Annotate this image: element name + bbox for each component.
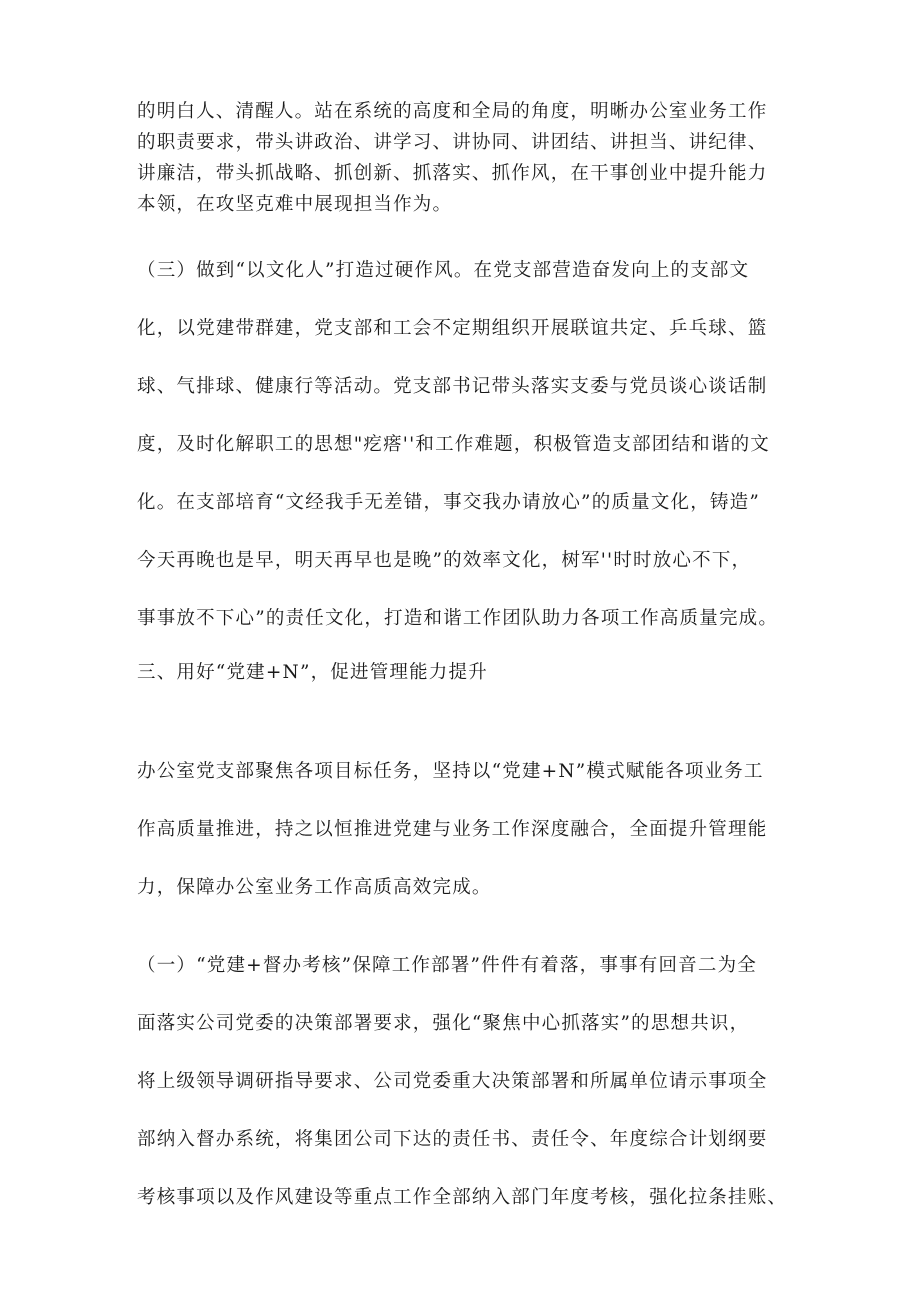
subsection-1-paragraph (137, 937, 807, 1227)
text-line: 力，保障办公室业务工作高质高效完成。 (137, 877, 492, 898)
text-line: 将上级领导调研指导要求、公司党委重大决策部署和所属单位请示事项全 (137, 1071, 768, 1092)
section-heading-3 (137, 653, 807, 693)
text-line: （一）“党建+督办考核”保障工作部署”件件有着落，事事有回音二为全 (137, 955, 757, 976)
text-line: 的明白人、清醒人。站在系统的高度和全局的角度，明晰办公室业务工作 (137, 101, 768, 122)
text-line: 的职责要求，带头讲政治、讲学习、讲协同、讲团结、讲担当、讲纪律、 (137, 132, 768, 153)
section-3-paragraph (137, 242, 807, 648)
text-line: 事事放不下心”的责任文化，打造和谐工作团队助力各项工作高质量完成。 (137, 608, 779, 629)
text-line: 考核事项以及作风建设等重点工作全部纳入部门年度考核，强化拉条挂账、 (137, 1187, 788, 1208)
text-line: 面落实公司党委的决策部署要求，强化“聚焦中心抓落实”的思想共识， (137, 1013, 750, 1034)
text-line: 化，以党建带群建，党支部和工会不定期组织开展联谊共定、乒乓球、篮 (137, 318, 768, 339)
text-line: 化。在支部培育“文经我手无差错，事交我办请放心”的质量文化，铸造” (137, 492, 760, 513)
text-line: 度，及时化解职工的思想"疙瘩''和工作难题，积极管造支部团结和谐的文 (137, 434, 770, 455)
heading-3-paragraph (137, 743, 807, 917)
text-line: 讲廉洁，带头抓战略、抓创新、抓落实、抓作风，在干事创业中提升能力 (137, 163, 768, 184)
heading-text: 三、用好“党建+N”，促进管理能力提升 (137, 662, 488, 683)
intro-paragraph (137, 96, 807, 220)
text-line: 部纳入督办系统，将集团公司下达的责任书、责任令、年度综合计划纲要 (137, 1129, 768, 1150)
text-line: 办公室党支部聚焦各项目标任务，坚持以“党建+N”模式赋能各项业务工 (137, 761, 764, 782)
text-line: 本领，在攻坚克难中展现担当作为。 (137, 194, 453, 215)
text-line: 今天再晚也是早，明天再早也是晚”的效率文化，树军''时时放心不下， (137, 550, 752, 571)
text-line: 作高质量推进，持之以恒推进党建与业务工作深度融合，全面提升管理能 (137, 819, 768, 840)
text-line: 球、气排球、健康行等活动。党支部书记带头落实支委与党员谈心谈话制 (137, 376, 768, 397)
text-line: （三）做到“以文化人”打造过硬作风。在党支部营造奋发向上的支部文 (137, 260, 750, 281)
